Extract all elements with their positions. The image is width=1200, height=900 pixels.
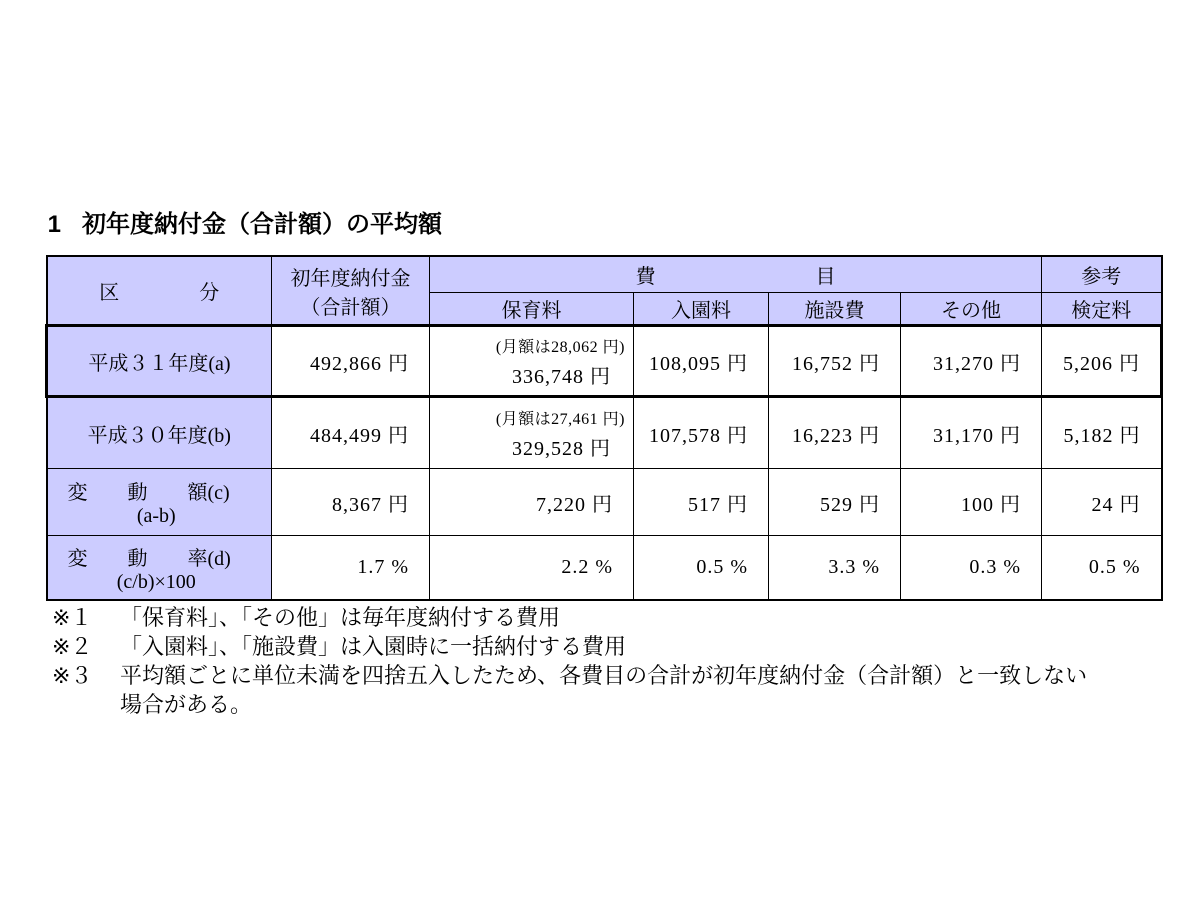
cell-shisetsuhi: 16,223 円 [769,397,901,469]
header-kenteiryo: 検定料 [1042,293,1162,326]
cell-total: 8,367 円 [272,469,430,536]
row-label-line2: (c/b)×100 [116,570,196,593]
header-shisetsuhi: 施設費 [769,293,901,326]
row-label [47,536,272,601]
row-label-line2: (a-b) [136,505,176,527]
hoikuryo-value: 329,528 円 [512,437,611,460]
cell-sonota: 31,170 円 [901,397,1042,469]
footnote-marker: ※２ [52,634,93,659]
header-shonendo-line1: 初年度納付金 [290,267,411,290]
header-kubun: 区 分 [47,256,272,326]
hoikuryo-monthly-note: (月額は28,062 円) [495,338,625,356]
row-label: 平成３０年度(b) [47,397,272,469]
cell-total: 492,866 円 [272,326,430,397]
cell-total: 484,499 円 [272,397,430,469]
cell-total: 1.7 % [272,536,430,601]
table-row-change-amount [47,469,1162,536]
cell-sonota: 100 円 [901,469,1042,536]
header-himoku: 費 目 [430,256,1042,293]
header-nyuenryo: 入園料 [634,293,769,326]
footnote-line: 「入園料」、「施設費」は入園時に一括納付する費用 [120,634,627,659]
title-text: 初年度納付金（合計額）の平均額 [82,211,442,238]
cell-kenteiryo: 24 円 [1042,469,1162,536]
row-label [47,469,272,536]
cell-kenteiryo: 0.5 % [1042,536,1162,601]
footnote-marker: ※１ [52,605,93,630]
footnote-3 [52,661,1162,719]
row-label-line1: 変 動 率(d) [67,547,231,570]
cell-nyuenryo: 107,578 円 [634,397,769,469]
cell-nyuenryo: 517 円 [634,469,769,536]
cell-shisetsuhi: 3.3 % [769,536,901,601]
title-number: 1 [18,211,82,240]
header-hoikuryo: 保育料 [430,293,634,326]
cell-kenteiryo: 5,206 円 [1042,326,1162,397]
footnote-marker: ※３ [52,663,93,688]
hoikuryo-monthly-note: (月額は27,461 円) [495,410,625,428]
cell-shisetsuhi: 529 円 [769,469,901,536]
footnote-1 [52,603,1162,632]
table-row-h31 [47,326,1162,397]
footnote-line: 「保育料」、「その他」は毎年度納付する費用 [120,605,561,630]
header-row-1 [47,256,1162,293]
footnotes [52,603,1162,719]
cell-hoikuryo [430,326,634,397]
fees-table [45,255,1163,601]
cell-kenteiryo: 5,182 円 [1042,397,1162,469]
footnote-text [120,661,1087,719]
table-row-h30 [47,397,1162,469]
cell-hoikuryo [430,397,634,469]
cell-nyuenryo: 108,095 円 [634,326,769,397]
header-shonendo-line2: （合計額） [300,296,401,319]
table-row-change-rate [47,536,1162,601]
cell-sonota: 31,270 円 [901,326,1042,397]
header-shonendo [272,256,430,326]
header-sonota: その他 [901,293,1042,326]
footnote-2 [52,632,1162,661]
footnote-text [120,632,626,661]
cell-sonota: 0.3 % [901,536,1042,601]
cell-nyuenryo: 0.5 % [634,536,769,601]
footnote-line: 平均額ごとに単位未満を四捨五入したため、各費目の合計が初年度納付金（合計額）と一致しない [120,663,1088,688]
cell-hoikuryo: 7,220 円 [430,469,634,536]
cell-shisetsuhi: 16,752 円 [769,326,901,397]
hoikuryo-value: 336,748 円 [512,365,611,388]
page-title [18,211,442,240]
header-sanko: 参考 [1042,256,1162,293]
footnote-text [120,603,560,632]
footnote-line: 場合がある。 [120,692,253,717]
row-label: 平成３１年度(a) [47,326,272,397]
cell-hoikuryo: 2.2 % [430,536,634,601]
row-label-line1: 変 動 額(c) [67,482,230,504]
